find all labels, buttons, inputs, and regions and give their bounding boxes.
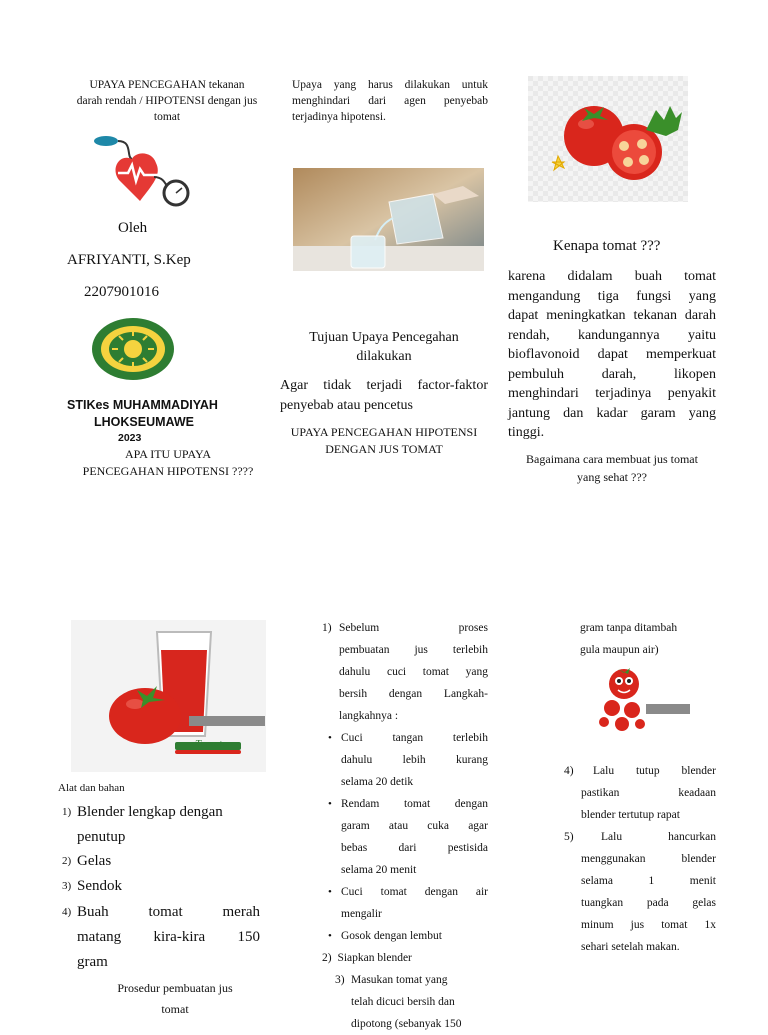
answer-line: tinggi. [508, 425, 545, 440]
intro-line: Upaya yang harus dilakukan untuk [292, 79, 488, 91]
step-line: bersih dengan Langkah- [339, 688, 488, 700]
bullet-line: Cuci tomat dengan air [341, 886, 488, 898]
step-line: dipotong (sebanyak 150 [351, 1018, 462, 1030]
step-line: tuangkan pada gelas [581, 897, 716, 909]
subtitle-line: UPAYA PENCEGAHAN HIPOTENSI [290, 425, 478, 439]
step-line: telah dicuci bersih dan [351, 996, 455, 1008]
tool-item-text: Buah tomat merah [77, 904, 260, 920]
tool-item-text: Sendok [77, 878, 122, 894]
step-line: pastikan keadaan [581, 787, 716, 799]
why-tomato-answer [508, 267, 716, 443]
student-id: 2207901016 [84, 284, 159, 300]
panel1-title-line: tomat [153, 111, 181, 123]
panel1-title-line: UPAYA PENCEGAHAN tekanan [89, 79, 245, 91]
step-4 [564, 760, 716, 826]
tool-item-text: matang kira-kira 150 [77, 929, 260, 945]
step-number: 4) [564, 765, 574, 777]
bullet-line: mengalir [341, 908, 382, 920]
bullet-line: bebas dari pestisida [341, 842, 488, 854]
bullet-dot: • [328, 886, 332, 898]
juice-question-line: Bagaimana cara membuat jus tomat [526, 452, 698, 466]
bullet-item [328, 793, 488, 881]
tomato-juice-image [71, 620, 266, 772]
goal-title [286, 328, 482, 366]
tool-item-text: penutup [77, 829, 126, 845]
step-line: sehari setelah makan. [581, 941, 680, 953]
step-number: 3) [335, 974, 345, 986]
tool-item-text: gram [77, 954, 108, 970]
answer-line: pembuluh darah, likopen [508, 366, 716, 382]
juice-question [508, 450, 716, 486]
step-line: minum jus tomat 1x [581, 919, 716, 931]
bullet-line: selama 20 menit [341, 864, 417, 876]
tool-item [62, 876, 122, 896]
step-3 [335, 969, 488, 1035]
answer-line: menghindari terjadinya penyakit [508, 386, 716, 401]
author-name: AFRIYANTI, S.Kep [67, 252, 191, 268]
bullet-item [328, 881, 488, 925]
step-line: pembuatan jus terlebih [339, 644, 488, 656]
question-line: PENCEGAHAN HIPOTENSI ???? [82, 464, 254, 478]
answer-line: dapat meningkatkan tekanan darah [508, 308, 716, 323]
tools-title: Alat dan bahan [58, 782, 125, 794]
answer-line: bioflavonoid dapat memperkuat [508, 347, 716, 362]
step-line: gram tanpa ditambah [580, 622, 678, 634]
step-line: menggunakan blender [581, 853, 716, 865]
panel2-intro [292, 77, 488, 125]
tomato-character-image [580, 664, 690, 736]
goal-line: penyebab atau pencetus [280, 398, 413, 413]
step-number: 1) [322, 622, 332, 634]
bullet-line: selama 20 detik [341, 776, 414, 788]
blood-pressure-heart-icon [88, 133, 192, 209]
tool-item-number: 2) [62, 855, 72, 867]
goal-text [280, 376, 488, 416]
institution-line: LHOKSEUMAWE [94, 415, 194, 429]
step-line: langkahnya : [339, 710, 399, 722]
answer-line: mengandung tiga fungsi yang [508, 288, 716, 304]
stikes-logo-icon [90, 316, 176, 382]
panel1-title [48, 77, 286, 125]
juice-question-line: yang sehat ??? [577, 470, 647, 484]
procedure-title [78, 978, 272, 1020]
goal-line: Agar tidak terjadi factor-faktor [280, 378, 488, 393]
water-pouring-image [293, 168, 484, 271]
bullet-line: garam atau cuka agar [341, 820, 488, 832]
intro-line: menghindari dari agen penyebab [292, 95, 488, 107]
panel1-title-line: darah rendah / HIPOTENSI dengan jus [76, 95, 258, 107]
tool-item [62, 900, 260, 975]
step-number: 5) [564, 831, 574, 843]
panel1-question [62, 446, 274, 480]
tomato-label: Tomato [195, 738, 228, 750]
institution-name [67, 397, 218, 431]
answer-line: jantung dan kadar garam yang [508, 405, 716, 421]
tool-item [62, 800, 264, 850]
step-line: dahulu cuci tomat yang [339, 666, 488, 678]
tool-item-number: 4) [62, 906, 72, 918]
tool-item-number: 3) [62, 880, 72, 892]
question-line: APA ITU UPAYA [124, 447, 212, 461]
institution-line: STIKes MUHAMMADIYAH [67, 398, 218, 412]
procedure-title-line: tomat [161, 1002, 189, 1016]
why-tomato-heading: Kenapa tomat ??? [553, 238, 661, 254]
tool-item [62, 851, 112, 871]
answer-line: rendah, kandungannya yaitu [508, 327, 716, 343]
step-line: Lalu tutup blender [593, 765, 716, 777]
procedure-title-line: Prosedur pembuatan jus [117, 981, 233, 995]
bullet-item [328, 727, 488, 793]
goal-title-line: Tujuan Upaya Pencegahan [309, 330, 459, 345]
oleh-label: Oleh [118, 220, 148, 236]
bullet-dot: • [328, 930, 332, 942]
step-line: selama 1 menit [581, 875, 716, 887]
step-1 [322, 617, 488, 727]
bullet-line: dahulu lebih kurang [341, 754, 488, 766]
step-line: Masukan tomat yang [351, 974, 448, 986]
goal-title-line: dilakukan [356, 349, 412, 364]
step-line: blender tertutup rapat [581, 809, 680, 821]
step-text: Siapkan blender [337, 952, 412, 964]
bullet-line: Cuci tangan terlebih [341, 732, 488, 744]
year-label: 2023 [118, 432, 142, 444]
step-3-continued [580, 617, 677, 661]
bullet-dot: • [328, 732, 332, 744]
step-2 [322, 947, 412, 969]
tool-item-number: 1) [62, 806, 72, 818]
tool-item-text: Gelas [77, 853, 112, 869]
bullet-line: Gosok dengan lembut [341, 930, 442, 942]
step-line: Lalu hancurkan [601, 831, 716, 843]
intro-line: terjadinya hipotensi. [292, 111, 386, 123]
tomato-image [528, 76, 688, 202]
bullet-line: Rendam tomat dengan [341, 798, 488, 810]
panel2-subtitle [278, 424, 490, 458]
step-line: gula maupun air) [580, 644, 659, 656]
subtitle-line: DENGAN JUS TOMAT [325, 442, 443, 456]
step-5 [564, 826, 716, 958]
step-number: 2) [322, 952, 332, 964]
answer-line: karena didalam buah tomat [508, 269, 716, 284]
bullet-item [328, 925, 488, 947]
bullet-dot: • [328, 798, 332, 810]
tool-item-text: Blender lengkap dengan [77, 804, 223, 820]
step-line: Sebelum proses [339, 622, 488, 634]
